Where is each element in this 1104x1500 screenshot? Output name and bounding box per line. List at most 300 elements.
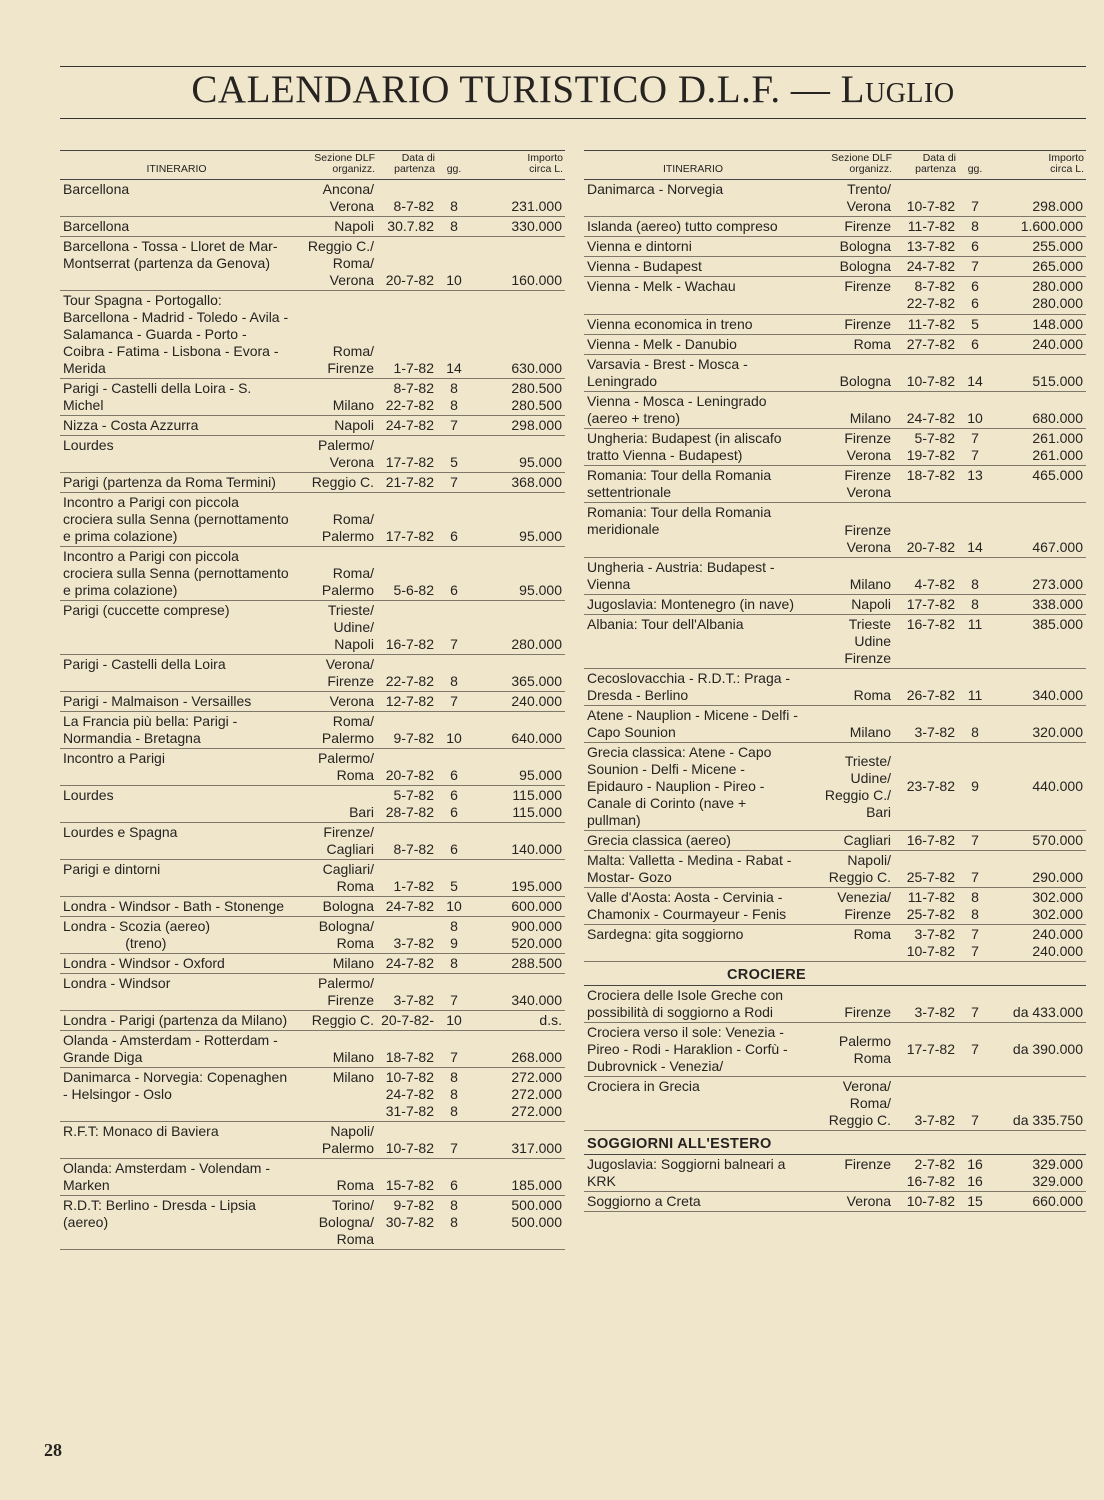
table-row (60, 1031, 565, 1068)
left-table-body (60, 180, 565, 1250)
price-cell: 280.000 280.000 (992, 277, 1086, 315)
price-cell: 273.000 (992, 558, 1086, 595)
itinerary-cell: Jugoslavia: Soggiorni balneari a KRK (584, 1155, 802, 1192)
section-cell: Milano (802, 558, 894, 595)
departure-date-cell: 12-7-82 (377, 692, 437, 712)
departure-date-cell: 16-7-82 (894, 831, 958, 851)
itinerary-cell: Albania: Tour dell'Albania (584, 615, 802, 669)
departure-date-cell: 13-7-82 (894, 237, 958, 257)
section-cell: Roma/ Palermo (293, 712, 377, 749)
section-cell: Roma (802, 925, 894, 962)
departure-date-cell: 3-7-82 (377, 917, 437, 954)
section-cell: Verona (293, 692, 377, 712)
price-cell: 640.000 (471, 712, 565, 749)
section-cell: Reggio C. (293, 473, 377, 493)
departure-date-cell: 9-7-82 (377, 712, 437, 749)
table-row (584, 315, 1086, 335)
table-row (584, 237, 1086, 257)
table-row (584, 217, 1086, 237)
table-row (584, 466, 1086, 503)
departure-date-cell: 8-7-82 22-7-82 (377, 379, 437, 416)
price-cell: 500.000 500.000 (471, 1196, 565, 1250)
days-cell: 8 (437, 954, 471, 974)
itinerary-cell: Parigi - Castelli della Loira (60, 655, 293, 692)
departure-date-cell: 1-7-82 (377, 860, 437, 897)
section-cell: Verona/ Roma/ Reggio C. (802, 1077, 894, 1131)
days-cell: 15 (958, 1192, 992, 1212)
itinerary-cell: Vienna - Budapest (584, 257, 802, 277)
price-cell: d.s. (471, 1011, 565, 1031)
days-cell: 10 (437, 897, 471, 917)
days-cell: 10 (437, 1011, 471, 1031)
price-cell: 115.000 115.000 (471, 786, 565, 823)
itinerary-cell: Olanda: Amsterdam - Volendam - Marken (60, 1159, 293, 1196)
table-row (60, 237, 565, 291)
section-cell: Trento/ Verona (802, 180, 894, 217)
departure-date-cell: 8-7-82 22-7-82 (894, 277, 958, 315)
departure-date-cell: 17-7-82 (894, 1023, 958, 1077)
departure-date-cell: 2-7-82 16-7-82 (894, 1155, 958, 1192)
table-row (584, 925, 1086, 962)
section-cell: Napoli (293, 416, 377, 436)
section-cell: Verona (802, 1192, 894, 1212)
days-cell: 13 (958, 466, 992, 503)
itinerary-cell: R.D.T: Berlino - Dresda - Lipsia (aereo) (60, 1196, 293, 1250)
table-row (60, 493, 565, 547)
departure-date-cell: 3-7-82 10-7-82 (894, 925, 958, 962)
departure-date-cell: 10-7-82 (894, 355, 958, 392)
itinerary-cell: Parigi - Malmaison - Versailles (60, 692, 293, 712)
table-row (60, 1196, 565, 1250)
price-cell: 338.000 (992, 595, 1086, 615)
itinerary-cell: Parigi - Castelli della Loira - S. Michel (60, 379, 293, 416)
departure-date-cell: 24-7-82 (894, 392, 958, 429)
price-cell: 185.000 (471, 1159, 565, 1196)
page-number: 28 (44, 1440, 62, 1460)
price-cell: 95.000 (471, 547, 565, 601)
section-cell: Trieste Udine Firenze (802, 615, 894, 669)
itinerary-cell: Jugoslavia: Montenegro (in nave) (584, 595, 802, 615)
departure-date-cell: 23-7-82 (894, 743, 958, 831)
table-row (60, 601, 565, 655)
section-cell: Palermo/ Roma (293, 749, 377, 786)
title-month-rest: UGLIO (864, 78, 955, 109)
section-cell: Milano (293, 954, 377, 974)
section-cell: Napoli/ Palermo (293, 1122, 377, 1159)
right-table-body (584, 180, 1086, 1212)
itinerary-cell: Lourdes (60, 436, 293, 473)
itinerary-cell: R.F.T: Monaco di Baviera (60, 1122, 293, 1159)
itinerary-cell: Barcellona (60, 217, 293, 237)
itinerary-cell: Atene - Nauplion - Micene - Delfi - Capo Sounion (584, 706, 802, 743)
departure-date-cell: 4-7-82 (894, 558, 958, 595)
price-cell: 240.000 (992, 335, 1086, 355)
price-cell: 140.000 (471, 823, 565, 860)
departure-date-cell: 16-7-82 (894, 615, 958, 669)
header-importo: Importo circa L. (471, 151, 565, 180)
price-cell: 320.000 (992, 706, 1086, 743)
departure-date-cell: 24-7-82 (377, 416, 437, 436)
departure-date-cell: 9-7-82 30-7-82 (377, 1196, 437, 1250)
departure-date-cell: 17-7-82 (377, 436, 437, 473)
days-cell: 8 (958, 706, 992, 743)
departure-date-cell: 5-7-82 19-7-82 (894, 429, 958, 466)
itinerary-cell: Vienna - Melk - Wachau (584, 277, 802, 315)
itinerary-cell: Vienna - Mosca - Leningrado (aereo + treno) (584, 392, 802, 429)
table-row (60, 180, 565, 217)
itinerary-cell: Varsavia - Brest - Mosca - Leningrado (584, 355, 802, 392)
price-cell: 570.000 (992, 831, 1086, 851)
days-cell: 5 (437, 436, 471, 473)
price-cell: 515.000 (992, 355, 1086, 392)
departure-date-cell: 18-7-82 (377, 1031, 437, 1068)
price-cell: 340.000 (471, 974, 565, 1011)
section-cell: Bologna (293, 897, 377, 917)
price-cell: 1.600.000 (992, 217, 1086, 237)
section-cell: Firenze/ Cagliari (293, 823, 377, 860)
table-row (584, 429, 1086, 466)
section-cell: Milano (293, 1068, 377, 1122)
itinerary-cell: Lourdes e Spagna (60, 823, 293, 860)
itinerary-cell: Vienna e dintorni (584, 237, 802, 257)
departure-date-cell: 8-7-82 (377, 180, 437, 217)
section-cell: Firenze Verona (802, 429, 894, 466)
section-cell: Cagliari/ Roma (293, 860, 377, 897)
header-data: Data di partenza (894, 151, 958, 180)
table-row (584, 1192, 1086, 1212)
table-row (584, 355, 1086, 392)
table-row (60, 416, 565, 436)
days-cell: 7 (437, 473, 471, 493)
itinerary-cell: Incontro a Parigi con piccola crociera sulla Senna (pernottamento e prima colazione) (60, 547, 293, 601)
section-cell: Ancona/ Verona (293, 180, 377, 217)
section-heading-row (584, 962, 1086, 986)
table-row (60, 473, 565, 493)
section-cell: Milano (802, 706, 894, 743)
departure-date-cell: 8-7-82 (377, 823, 437, 860)
departure-date-cell: 10-7-82 24-7-82 31-7-82 (377, 1068, 437, 1122)
table-row (584, 706, 1086, 743)
header-gg: gg. (437, 151, 471, 180)
section-cell: Roma (802, 669, 894, 706)
departure-date-cell: 11-7-82 (894, 217, 958, 237)
price-cell: da 433.000 (992, 986, 1086, 1023)
table-row (60, 547, 565, 601)
price-cell: 368.000 (471, 473, 565, 493)
departure-date-cell: 30.7.82 (377, 217, 437, 237)
table-row (60, 974, 565, 1011)
price-cell: 288.500 (471, 954, 565, 974)
price-cell: 329.000 329.000 (992, 1155, 1086, 1192)
days-cell: 8 8 8 (437, 1068, 471, 1122)
section-cell: Roma (802, 335, 894, 355)
table-row (60, 1011, 565, 1031)
section-cell: Firenze Verona (802, 503, 894, 558)
table-row (584, 335, 1086, 355)
table-row (60, 217, 565, 237)
price-cell: 600.000 (471, 897, 565, 917)
section-cell: Roma (293, 1159, 377, 1196)
table-row (584, 743, 1086, 831)
departure-date-cell: 5-6-82 (377, 547, 437, 601)
section-cell: Venezia/ Firenze (802, 888, 894, 925)
right-table (584, 150, 1086, 1212)
table-row (60, 954, 565, 974)
table-row (584, 1077, 1086, 1131)
departure-date-cell: 11-7-82 25-7-82 (894, 888, 958, 925)
days-cell: 7 (437, 416, 471, 436)
table-row (60, 655, 565, 692)
itinerary-cell: Incontro a Parigi (60, 749, 293, 786)
table-row (584, 888, 1086, 925)
header-sezione: Sezione DLF organizz. (802, 151, 894, 180)
days-cell: 8 (958, 595, 992, 615)
table-row (60, 823, 565, 860)
section-cell: Firenze (802, 1155, 894, 1192)
itinerary-cell: Parigi (partenza da Roma Termini) (60, 473, 293, 493)
itinerary-cell: Romania: Tour della Romania settentrionale (584, 466, 802, 503)
header-gg: gg. (958, 151, 992, 180)
price-cell: 272.000 272.000 272.000 (471, 1068, 565, 1122)
price-cell: 268.000 (471, 1031, 565, 1068)
itinerary-cell: Barcellona - Tossa - Lloret de Mar-Montserrat (partenza da Genova) (60, 237, 293, 291)
days-cell: 10 (437, 237, 471, 291)
table-row (584, 595, 1086, 615)
days-cell: 16 16 (958, 1155, 992, 1192)
departure-date-cell: 26-7-82 (894, 669, 958, 706)
departure-date-cell: 20-7-82 (894, 503, 958, 558)
days-cell: 7 (958, 1023, 992, 1077)
title-main: CALENDARIO TURISTICO D.L.F. — L (191, 68, 865, 111)
days-cell: 8 (958, 217, 992, 237)
right-column (584, 150, 1086, 1212)
days-cell: 11 (958, 615, 992, 669)
departure-date-cell: 1-7-82 (377, 291, 437, 379)
section-cell: Roma/ Palermo (293, 493, 377, 547)
itinerary-cell: Sardegna: gita soggiorno (584, 925, 802, 962)
days-cell: 6 (437, 823, 471, 860)
days-cell: 7 (437, 1031, 471, 1068)
departure-date-cell: 27-7-82 (894, 335, 958, 355)
price-cell: 630.000 (471, 291, 565, 379)
page-title (60, 69, 1086, 115)
itinerary-cell: Londra - Windsor (60, 974, 293, 1011)
price-cell: 900.000 520.000 (471, 917, 565, 954)
itinerary-cell: Danimarca - Norvegia: Copenaghen - Helsingor - Oslo (60, 1068, 293, 1122)
itinerary-cell: Ungheria: Budapest (in aliscafo tratto Vienna - Budapest) (584, 429, 802, 466)
table-row (584, 615, 1086, 669)
itinerary-cell: Grecia classica: Atene - Capo Sounion - Delfi - Micene - Epidauro - Nauplion - Pireo - Canale di Corinto (nave + pullman) (584, 743, 802, 831)
departure-date-cell: 22-7-82 (377, 655, 437, 692)
section-cell: Milano (802, 392, 894, 429)
itinerary-cell: Malta: Valletta - Medina - Rabat - Mostar- Gozo (584, 851, 802, 888)
price-cell: 330.000 (471, 217, 565, 237)
section-heading: CROCIERE (584, 962, 1086, 986)
table-row (60, 1122, 565, 1159)
itinerary-cell: Soggiorno a Creta (584, 1192, 802, 1212)
header-data: Data di partenza (377, 151, 437, 180)
section-cell: Palermo/ Firenze (293, 974, 377, 1011)
price-cell: 255.000 (992, 237, 1086, 257)
days-cell: 8 (437, 180, 471, 217)
table-row (60, 917, 565, 954)
days-cell: 8 9 (437, 917, 471, 954)
itinerary-cell: Incontro a Parigi con piccola crociera sulla Senna (pernottamento e prima colazione) (60, 493, 293, 547)
days-cell: 8 8 (437, 379, 471, 416)
section-cell: Firenze (802, 986, 894, 1023)
itinerary-cell: Tour Spagna - Portogallo: Barcellona - Madrid - Toledo - Avila - Salamanca - Guarda - Porto - Coibra - Fatima - Lisbona - Evora - Merida (60, 291, 293, 379)
days-cell: 14 (958, 503, 992, 558)
price-cell: 148.000 (992, 315, 1086, 335)
price-cell: 240.000 240.000 (992, 925, 1086, 962)
table-row (60, 712, 565, 749)
table-row (584, 831, 1086, 851)
price-cell: 385.000 (992, 615, 1086, 669)
table-row (60, 1159, 565, 1196)
header-itinerario: ITINERARIO (584, 151, 802, 180)
section-cell: Bologna/ Roma (293, 917, 377, 954)
days-cell: 7 (437, 601, 471, 655)
departure-date-cell: 16-7-82 (377, 601, 437, 655)
price-cell: 280.000 (471, 601, 565, 655)
days-cell: 7 (958, 986, 992, 1023)
title-top-rule (60, 66, 1086, 67)
price-cell: 465.000 (992, 466, 1086, 503)
table-row (60, 860, 565, 897)
itinerary-cell: Crociera delle Isole Greche con possibilità di soggiorno a Rodi (584, 986, 802, 1023)
days-cell: 6 (437, 493, 471, 547)
header-importo: Importo circa L. (992, 151, 1086, 180)
price-cell: 95.000 (471, 493, 565, 547)
table-row (584, 257, 1086, 277)
departure-date-cell: 10-7-82 (377, 1122, 437, 1159)
price-cell: 95.000 (471, 436, 565, 473)
days-cell: 7 (958, 1077, 992, 1131)
days-cell: 7 (958, 257, 992, 277)
section-cell: Milano (293, 1031, 377, 1068)
itinerary-cell: Londra - Scozia (aereo) (treno) (60, 917, 293, 954)
table-row (60, 692, 565, 712)
itinerary-cell: Crociera verso il sole: Venezia - Pireo - Rodi - Haraklion - Corfù - Dubrovnick - Venezia/ (584, 1023, 802, 1077)
title-bottom-rule (60, 118, 1086, 119)
departure-date-cell: 25-7-82 (894, 851, 958, 888)
departure-date-cell: 3-7-82 (894, 986, 958, 1023)
price-cell: 365.000 (471, 655, 565, 692)
days-cell: 6 (958, 335, 992, 355)
price-cell: 95.000 (471, 749, 565, 786)
section-cell: Bari (293, 786, 377, 823)
table-row (584, 503, 1086, 558)
table-row (584, 180, 1086, 217)
itinerary-cell: Islanda (aereo) tutto compreso (584, 217, 802, 237)
table-row (584, 669, 1086, 706)
table-row (60, 786, 565, 823)
itinerary-cell: Londra - Windsor - Bath - Stonenge (60, 897, 293, 917)
itinerary-cell: Parigi (cuccette comprese) (60, 601, 293, 655)
itinerary-cell: Nizza - Costa Azzurra (60, 416, 293, 436)
itinerary-cell: Parigi e dintorni (60, 860, 293, 897)
days-cell: 6 6 (958, 277, 992, 315)
section-heading: SOGGIORNI ALL'ESTERO (584, 1131, 1086, 1155)
price-cell: 298.000 (992, 180, 1086, 217)
table-row (584, 851, 1086, 888)
section-cell: Napoli (293, 217, 377, 237)
section-heading-row (584, 1131, 1086, 1155)
departure-date-cell: 17-7-82 (377, 493, 437, 547)
section-cell: Firenze (802, 315, 894, 335)
days-cell: 10 (958, 392, 992, 429)
left-table (60, 150, 565, 1250)
days-cell: 5 (958, 315, 992, 335)
table-row (584, 1023, 1086, 1077)
departure-date-cell: 20-7-82 (377, 237, 437, 291)
departure-date-cell: 3-7-82 (894, 706, 958, 743)
days-cell: 8 (958, 558, 992, 595)
section-cell: Napoli/ Reggio C. (802, 851, 894, 888)
days-cell: 8 8 (437, 1196, 471, 1250)
table-row (60, 749, 565, 786)
table-row (584, 986, 1086, 1023)
itinerary-cell: Lourdes (60, 786, 293, 823)
itinerary-cell: Crociera in Grecia (584, 1077, 802, 1131)
section-cell: Trieste/ Udine/ Napoli (293, 601, 377, 655)
price-cell: 240.000 (471, 692, 565, 712)
section-cell: Torino/ Bologna/ Roma (293, 1196, 377, 1250)
price-cell: 440.000 (992, 743, 1086, 831)
section-cell: Firenze Verona (802, 466, 894, 503)
days-cell: 9 (958, 743, 992, 831)
price-cell: 195.000 (471, 860, 565, 897)
table-row (584, 1155, 1086, 1192)
days-cell: 7 7 (958, 429, 992, 466)
itinerary-cell: Barcellona (60, 180, 293, 217)
days-cell: 7 (437, 692, 471, 712)
title-block (60, 66, 1086, 119)
section-cell: Firenze (802, 277, 894, 315)
departure-date-cell: 18-7-82 (894, 466, 958, 503)
days-cell: 7 (958, 180, 992, 217)
price-cell: 680.000 (992, 392, 1086, 429)
section-cell: Roma/ Palermo (293, 547, 377, 601)
departure-date-cell: 3-7-82 (894, 1077, 958, 1131)
section-cell: Verona/ Firenze (293, 655, 377, 692)
days-cell: 10 (437, 712, 471, 749)
price-cell: 298.000 (471, 416, 565, 436)
table-row (60, 379, 565, 416)
price-cell: 231.000 (471, 180, 565, 217)
days-cell: 14 (958, 355, 992, 392)
days-cell: 6 (437, 547, 471, 601)
price-cell: da 335.750 (992, 1077, 1086, 1131)
section-cell: Milano (293, 379, 377, 416)
itinerary-cell: Cecoslovacchia - R.D.T.: Praga - Dresda - Berlino (584, 669, 802, 706)
table-row (584, 558, 1086, 595)
departure-date-cell: 5-7-82 28-7-82 (377, 786, 437, 823)
price-cell: 340.000 (992, 669, 1086, 706)
section-cell: Bologna (802, 257, 894, 277)
section-cell: Bologna (802, 355, 894, 392)
price-cell: 467.000 (992, 503, 1086, 558)
departure-date-cell: 24-7-82 (377, 897, 437, 917)
left-header-row (60, 151, 565, 180)
departure-date-cell: 20-7-82- (377, 1011, 437, 1031)
price-cell: 317.000 (471, 1122, 565, 1159)
days-cell: 8 (437, 217, 471, 237)
departure-date-cell: 21-7-82 (377, 473, 437, 493)
itinerary-cell: Londra - Windsor - Oxford (60, 954, 293, 974)
section-cell: Reggio C./ Roma/ Verona (293, 237, 377, 291)
days-cell: 11 (958, 669, 992, 706)
